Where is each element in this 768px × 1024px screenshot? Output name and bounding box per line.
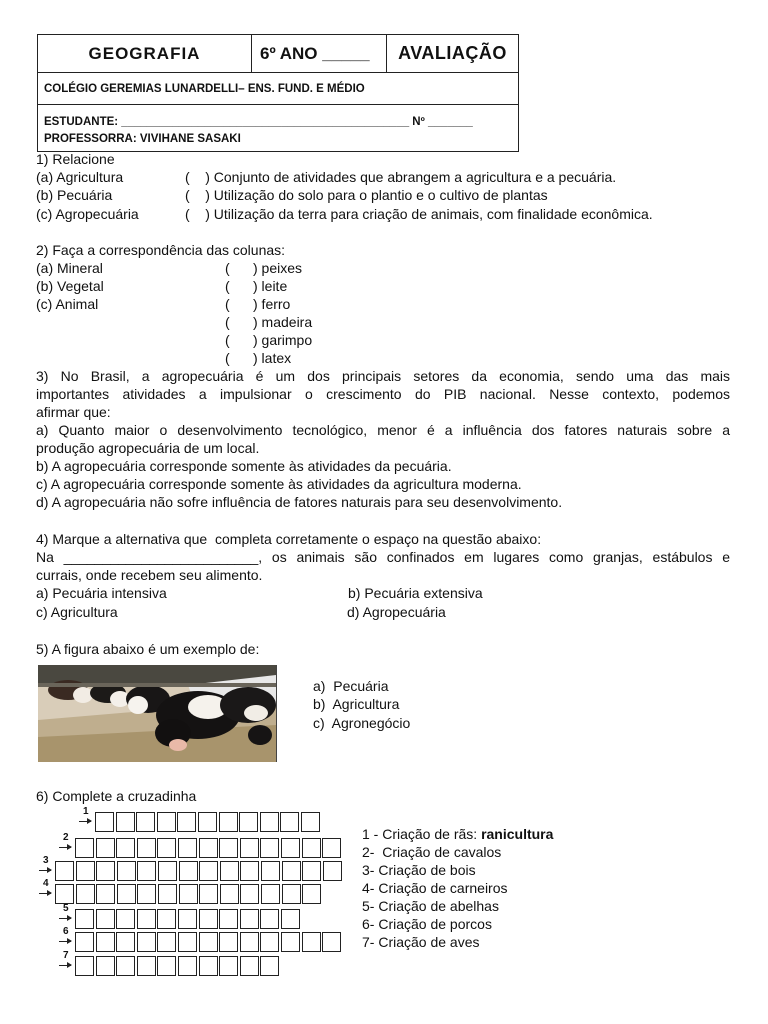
crossword-cell[interactable] <box>178 932 197 952</box>
crossword-cell[interactable] <box>137 838 156 858</box>
crossword-cell[interactable] <box>117 884 136 904</box>
crossword-cell[interactable] <box>137 956 156 976</box>
clue-1 <box>362 825 553 843</box>
q5-title: 5) A figura abaixo é um exemplo de: <box>36 641 260 657</box>
crossword-cell[interactable] <box>281 932 300 952</box>
crossword-cell[interactable] <box>158 884 177 904</box>
crossword-cell[interactable] <box>199 861 218 881</box>
q3-option-b[interactable]: b) A agropecuária corresponde somente às atividades da pecuária. <box>36 458 452 474</box>
school-name: COLÉGIO GEREMIAS LUNARDELLI– ENS. FUND. E MÉDIO <box>38 73 518 105</box>
crossword-cell[interactable] <box>157 956 176 976</box>
crossword-cell[interactable] <box>178 838 197 858</box>
crossword-cell[interactable] <box>96 956 115 976</box>
q2-left-a: (a) Mineral <box>36 260 103 276</box>
q2-title: 2) Faça a correspondência das colunas: <box>36 242 286 258</box>
teacher-name: PROFESSORRA: VIVIHANE SASAKI <box>44 133 241 145</box>
crossword-cell[interactable] <box>281 838 300 858</box>
crossword-cell[interactable] <box>240 909 259 929</box>
crossword-cell[interactable] <box>76 861 95 881</box>
q2-right-3[interactable]: ( ) ferro <box>225 296 291 312</box>
q4-option-a[interactable]: a) Pecuária intensiva <box>36 585 167 601</box>
cattle-feeding-photo <box>38 665 277 762</box>
q3-option-a-cont: produção agropecuária de um local. <box>36 440 260 456</box>
q2-left-c: (c) Animal <box>36 296 99 312</box>
q1-right-1[interactable]: ( ) Conjunto de atividades que abrangem a agricultura e a pecuária. <box>185 169 617 185</box>
crossword-cell[interactable] <box>260 838 279 858</box>
crossword-cell[interactable] <box>302 932 321 952</box>
crossword-cell[interactable] <box>239 812 258 832</box>
arrow-right-icon <box>59 965 71 966</box>
arrow-right-icon <box>59 941 71 942</box>
crossword-row-number: 5 <box>63 903 69 914</box>
crossword-cell[interactable] <box>323 861 342 881</box>
crossword-row <box>95 812 322 832</box>
grade-field[interactable]: 6º ANO _____ <box>252 35 387 72</box>
q4-title: 4) Marque a alternativa que completa corretamente o espaço na questão abaixo: <box>36 531 542 547</box>
crossword-cell[interactable] <box>96 932 115 952</box>
crossword-cell[interactable] <box>137 861 156 881</box>
crossword-cell[interactable] <box>301 812 320 832</box>
q5-option-c[interactable]: c) Agronegócio <box>313 715 411 731</box>
crossword-cell[interactable] <box>199 932 218 952</box>
crossword-cell[interactable] <box>219 909 238 929</box>
subject-label: GEOGRAFIA <box>38 35 252 72</box>
q2-right-5[interactable]: ( ) garimpo <box>225 332 313 348</box>
crossword-cell[interactable] <box>240 956 259 976</box>
crossword-cell[interactable] <box>281 909 300 929</box>
crossword-cell[interactable] <box>137 884 156 904</box>
crossword-cell[interactable] <box>282 884 301 904</box>
crossword-cell[interactable] <box>302 884 321 904</box>
clue-1-answer: ranicultura <box>481 826 554 842</box>
crossword-cell[interactable] <box>199 884 218 904</box>
exam-title: AVALIAÇÃO <box>398 43 507 63</box>
q1-left-c: (c) Agropecuária <box>36 206 139 222</box>
crossword-cell[interactable] <box>157 838 176 858</box>
q1-right-3[interactable]: ( ) Utilização da terra para criação de animais, com finalidade econômica. <box>185 206 653 222</box>
q4-option-b[interactable]: b) Pecuária extensiva <box>348 585 483 601</box>
crossword-cell[interactable] <box>178 909 197 929</box>
crossword-cell[interactable] <box>116 956 135 976</box>
crossword-cell[interactable] <box>199 956 218 976</box>
clue-5: 5- Criação de abelhas <box>362 898 499 914</box>
crossword-cell[interactable] <box>96 838 115 858</box>
crossword-row <box>75 838 343 858</box>
crossword-cell[interactable] <box>220 884 239 904</box>
q1-right-2[interactable]: ( ) Utilização do solo para o plantio e o cultivo de plantas <box>185 187 548 203</box>
crossword-row-number: 2 <box>63 832 69 843</box>
crossword-row-number: 7 <box>63 950 69 961</box>
crossword-cell[interactable] <box>96 861 115 881</box>
q6-title: 6) Complete a cruzadinha <box>36 788 197 804</box>
crossword-cell[interactable] <box>280 812 299 832</box>
crossword-row <box>55 884 323 904</box>
q3-line-3: afirmar que: <box>36 404 111 420</box>
crossword-cell[interactable] <box>322 932 341 952</box>
q1-left-b: (b) Pecuária <box>36 187 113 203</box>
clue-6: 6- Criação de porcos <box>362 916 492 932</box>
crossword-cell[interactable] <box>137 932 156 952</box>
q3-line-2: importantes atividades a impulsionar o crescimento do PIB nacional. Nesse contexto, podemos <box>36 386 730 402</box>
crossword-cell[interactable] <box>199 838 218 858</box>
clue-4: 4- Criação de carneiros <box>362 880 508 896</box>
header-table <box>37 34 519 152</box>
q4-sentence[interactable]: Na _________________________, os animais são confinados em lugares como granjas, estábulos e <box>36 549 730 565</box>
q2-right-6[interactable]: ( ) latex <box>225 350 292 366</box>
crossword-row <box>75 932 343 952</box>
clue-1-text: 1 - Criação de rãs: <box>362 826 482 842</box>
q2-right-2[interactable]: ( ) leite <box>225 278 288 294</box>
q4-sentence-cont: currais, onde recebem seu alimento. <box>36 567 263 583</box>
crossword-cell[interactable] <box>137 909 156 929</box>
q4-option-c[interactable]: c) Agricultura <box>36 604 118 620</box>
crossword-cell[interactable] <box>302 838 321 858</box>
crossword-cell[interactable] <box>96 909 115 929</box>
crossword-cell[interactable] <box>55 884 74 904</box>
crossword-cell[interactable] <box>75 932 94 952</box>
crossword-row <box>75 909 302 929</box>
crossword-cell[interactable] <box>179 861 198 881</box>
crossword-cell[interactable] <box>219 932 238 952</box>
crossword-cell[interactable] <box>116 838 135 858</box>
q2-right-4[interactable]: ( ) madeira <box>225 314 313 330</box>
crossword-cell[interactable] <box>75 838 94 858</box>
q3-option-d[interactable]: d) A agropecuária não sofre influência de fatores naturais para seu desenvolvimento. <box>36 494 563 510</box>
q2-left-b: (b) Vegetal <box>36 278 104 294</box>
crossword-cell[interactable] <box>179 884 198 904</box>
crossword-cell[interactable] <box>95 812 114 832</box>
cows-image <box>38 665 276 762</box>
header-row-title <box>38 35 518 73</box>
clue-2: 2- Criação de cavalos <box>362 844 502 860</box>
crossword-cell[interactable] <box>177 812 196 832</box>
crossword-cell[interactable] <box>96 884 115 904</box>
crossword-cell[interactable] <box>260 909 279 929</box>
student-block <box>38 105 518 151</box>
crossword-cell[interactable] <box>219 838 238 858</box>
clue-3: 3- Criação de bois <box>362 862 476 878</box>
crossword-cell[interactable] <box>240 884 259 904</box>
crossword-cell[interactable] <box>117 861 136 881</box>
crossword-cell[interactable] <box>261 884 280 904</box>
crossword-cell[interactable] <box>240 838 259 858</box>
crossword-row-number: 1 <box>83 806 89 817</box>
crossword-cell[interactable] <box>220 861 239 881</box>
clue-7: 7- Criação de aves <box>362 934 480 950</box>
crossword-row <box>75 956 281 976</box>
crossword-cell[interactable] <box>282 861 301 881</box>
crossword-cell[interactable] <box>55 861 74 881</box>
crossword-row <box>55 861 343 881</box>
arrow-right-icon <box>39 893 51 894</box>
crossword-cell[interactable] <box>75 909 94 929</box>
crossword-cell[interactable] <box>75 956 94 976</box>
arrow-right-icon <box>59 847 71 848</box>
student-name-field[interactable]: ESTUDANTE: _____________________________________________ Nº _______ <box>44 116 473 128</box>
crossword-cell[interactable] <box>157 909 176 929</box>
crossword-cell[interactable] <box>178 956 197 976</box>
crossword-cell[interactable] <box>136 812 155 832</box>
q3-line-1: 3) No Brasil, a agropecuária é um dos principais setores da economia, sendo uma das mais <box>36 368 730 384</box>
crossword-cell[interactable] <box>240 932 259 952</box>
arrow-right-icon <box>79 821 91 822</box>
q2-right-1[interactable]: ( ) peixes <box>225 260 303 276</box>
crossword-cell[interactable] <box>261 861 280 881</box>
crossword-cell[interactable] <box>260 932 279 952</box>
crossword-row-number: 4 <box>43 878 49 889</box>
q3-option-a[interactable]: a) Quanto maior o desenvolvimento tecnológico, menor é a influência dos fatores naturais sobre a <box>36 422 730 438</box>
crossword-row-number: 3 <box>43 855 49 866</box>
q1-title: 1) Relacione <box>36 151 115 167</box>
q1-left-a: (a) Agricultura <box>36 169 124 185</box>
crossword-cell[interactable] <box>116 812 135 832</box>
arrow-right-icon <box>39 870 51 871</box>
arrow-right-icon <box>59 918 71 919</box>
crossword-cell[interactable] <box>219 812 238 832</box>
crossword-cell[interactable] <box>76 884 95 904</box>
crossword-cell[interactable] <box>116 932 135 952</box>
crossword-cell[interactable] <box>219 956 238 976</box>
crossword-cell[interactable] <box>198 812 217 832</box>
crossword-cell[interactable] <box>158 861 177 881</box>
crossword-cell[interactable] <box>260 956 279 976</box>
q5-option-a[interactable]: a) Pecuária <box>313 678 389 694</box>
crossword-cell[interactable] <box>240 861 259 881</box>
crossword-cell[interactable] <box>116 909 135 929</box>
crossword-cell[interactable] <box>260 812 279 832</box>
q3-option-c[interactable]: c) A agropecuária corresponde somente às atividades da agricultura moderna. <box>36 476 522 492</box>
q5-option-b[interactable]: b) Agricultura <box>313 696 400 712</box>
crossword-cell[interactable] <box>157 932 176 952</box>
crossword-row-number: 6 <box>63 926 69 937</box>
crossword-cell[interactable] <box>199 909 218 929</box>
crossword-cell[interactable] <box>157 812 176 832</box>
q4-option-d[interactable]: d) Agropecuária <box>347 604 446 620</box>
crossword-cell[interactable] <box>322 838 341 858</box>
crossword-cell[interactable] <box>302 861 321 881</box>
